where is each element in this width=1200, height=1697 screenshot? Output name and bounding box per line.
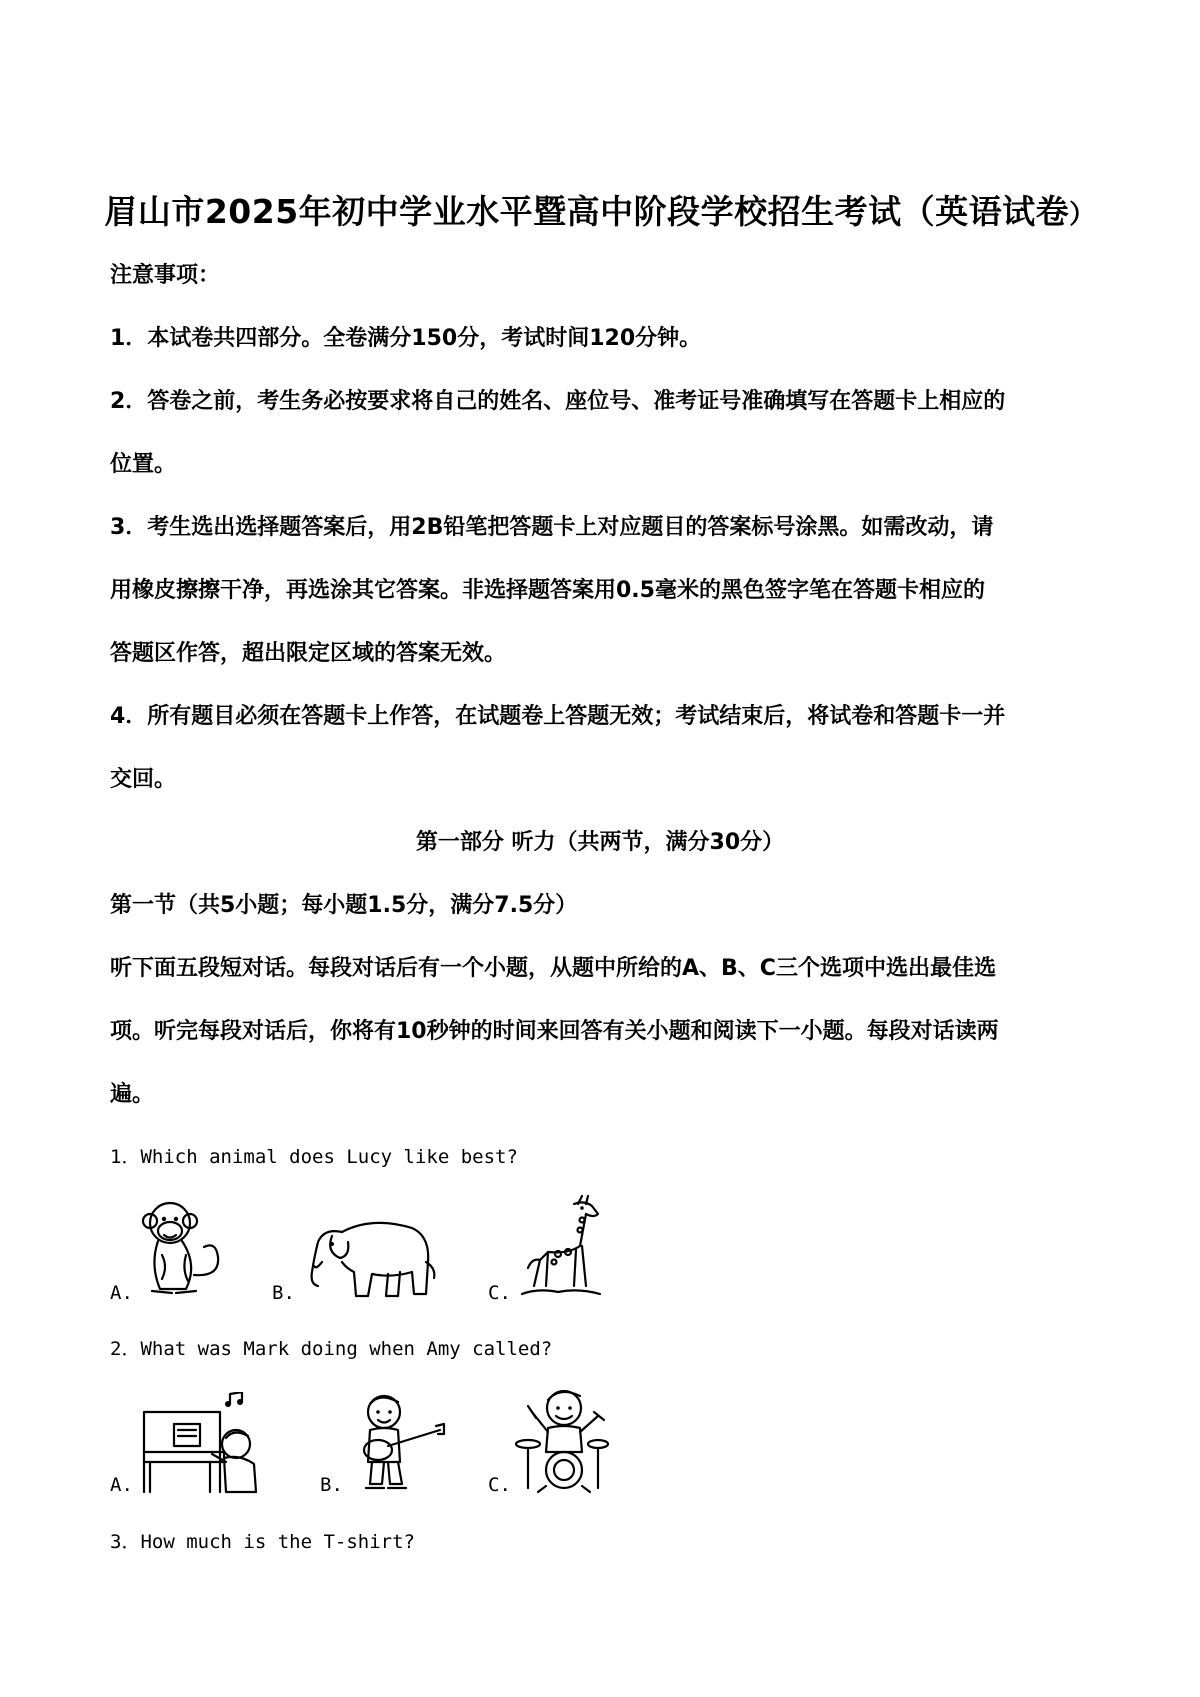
notes-item-1: 1．本试卷共四部分。全卷满分150分，考试时间120分钟。 <box>110 326 702 351</box>
title-close: ） <box>1069 200 1096 230</box>
notes-item-2-line-1: 2．答卷之前，考生务必按要求将自己的姓名、座位号、准考证号准确填写在答题卡上相应的 <box>110 389 1006 414</box>
question-1-text: 1．Which animal does Lucy like best? <box>110 1146 518 1168</box>
instructions-line-2: 项。听完每段对话后，你将有10秒钟的时间来回答有关小题和阅读下一小题。每段对话读两 <box>110 1019 999 1044</box>
elephant-icon <box>302 1212 442 1308</box>
monkey-icon <box>138 1195 234 1305</box>
part1-heading: 第一部分 听力（共两节，满分30分） <box>415 830 785 855</box>
q1-option-c-label: C. <box>488 1282 511 1304</box>
question-3-text: 3．How much is the T-shirt? <box>110 1531 415 1553</box>
section1-heading: 第一节（共5小题；每小题1.5分，满分7.5分） <box>110 893 578 918</box>
notes-item-2-line-2: 位置。 <box>110 452 177 477</box>
instructions-line-1: 听下面五段短对话。每段对话后有一个小题，从题中所给的A、B、C三个选项中选出最佳选 <box>110 956 996 981</box>
notes-heading: 注意事项： <box>110 263 221 288</box>
notes-item-3-line-3: 答题区作答，超出限定区域的答案无效。 <box>110 641 507 666</box>
piano-boy-icon <box>140 1392 270 1500</box>
notes-item-3-line-2: 用橡皮擦擦干净，再选涂其它答案。非选择题答案用0.5毫米的黑色签字笔在答题卡相应的 <box>110 578 985 603</box>
notes-item-4-line-2: 交回。 <box>110 767 177 792</box>
instructions-line-3: 遍。 <box>110 1082 155 1107</box>
question-2-text: 2．What was Mark doing when Amy called? <box>110 1338 553 1360</box>
q2-option-b-label: B. <box>320 1474 343 1496</box>
q2-option-a-label: A. <box>110 1474 133 1496</box>
giraffe-icon <box>518 1190 604 1304</box>
guitar-boy-icon <box>348 1390 448 1500</box>
notes-item-4-line-1: 4．所有题目必须在答题卡上作答，在试题卷上答题无效；考试结束后，将试卷和答题卡一并 <box>110 704 1006 729</box>
q2-option-c-label: C. <box>488 1474 511 1496</box>
q1-option-b-label: B. <box>272 1282 295 1304</box>
page-title <box>0 186 1200 233</box>
drums-boy-icon <box>514 1382 610 1498</box>
title-main: 眉山市2025年初中学业水平暨高中阶段学校招生考试（英语试卷 <box>104 192 1070 231</box>
q1-option-a-label: A. <box>110 1282 133 1304</box>
notes-item-3-line-1: 3．考生选出选择题答案后，用2B铅笔把答题卡上对应题目的答案标号涂黑。如需改动，请 <box>110 515 994 540</box>
